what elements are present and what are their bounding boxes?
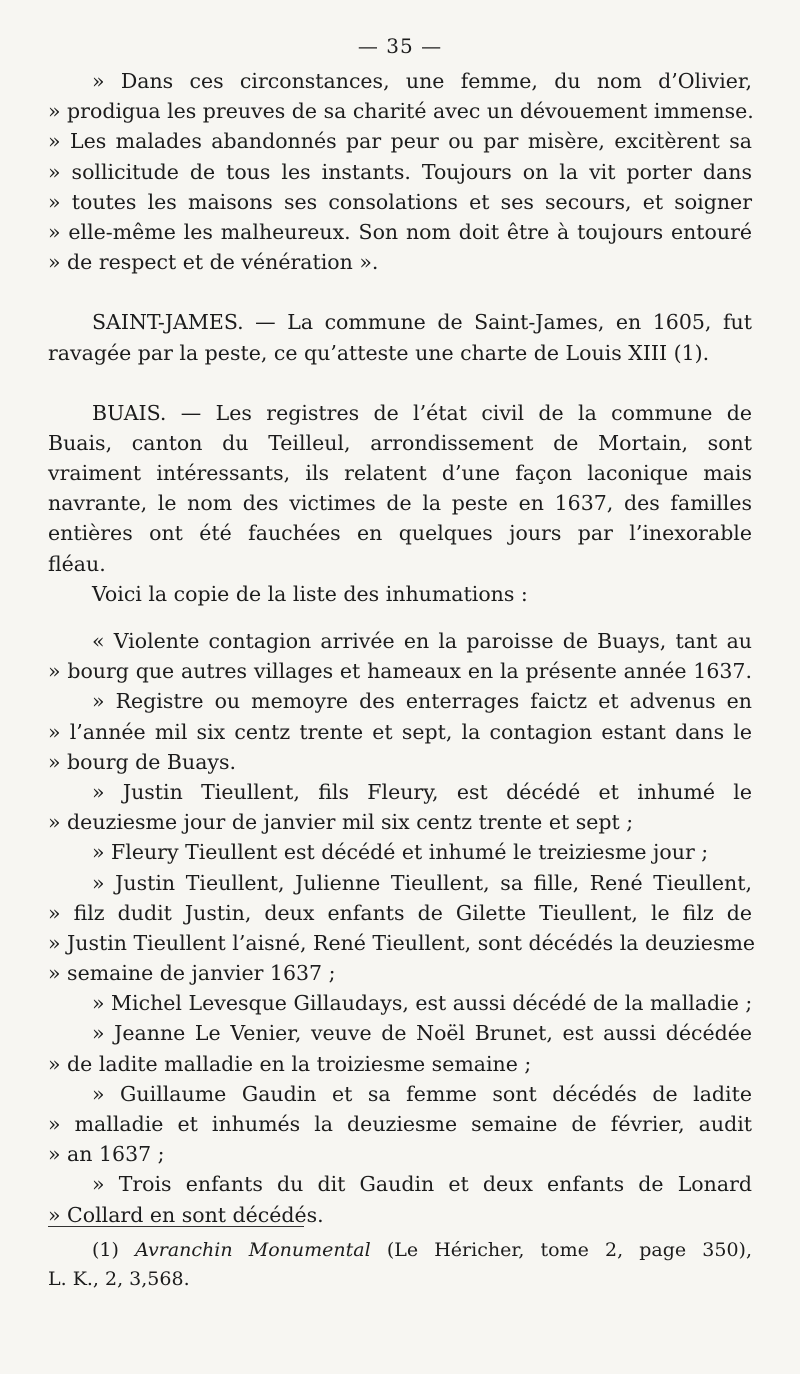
footnote-reference: (Le Héricher, tome 2, page 350), <box>386 1239 753 1261</box>
page-number: — 35 — <box>357 34 443 58</box>
text-line: » bourg de Buays. <box>48 749 237 774</box>
text-line: » elle-même les malheureux. Son nom doit être à toujours entouré <box>48 219 752 244</box>
text-line: » prodigua les preuves de sa charité avec un dévouement immense. <box>48 99 754 124</box>
text-line: Voici la copie de la liste des inhumations : <box>92 581 528 606</box>
footnote-marker: (1) <box>92 1239 119 1261</box>
text-line: » Dans ces circonstances, une femme, du nom d’Olivier, <box>92 69 752 93</box>
text-line: vraiment intéressants, ils relatent d’une façon laconique mais <box>48 461 752 486</box>
text-line: » Collard en sont décédés. <box>48 1202 324 1227</box>
text-line: » bourg que autres villages et hameaux en la présente année 1637. <box>48 659 752 684</box>
text-line: » Les malades abandonnés par peur ou par misère, excitèrent sa <box>48 129 752 154</box>
body-text <box>48 66 756 1230</box>
text-line: » Guillaume Gaudin et sa femme sont décédés de ladite <box>92 1081 752 1106</box>
text-line: » Justin Tieullent, fils Fleury, est décédé et inhumé le <box>92 779 752 804</box>
text-line: » Michel Levesque Gillaudays, est aussi décédé de la malladie ; <box>92 991 753 1016</box>
text-line: navrante, le nom des victimes de la peste en 1637, des familles <box>48 491 752 516</box>
text-line: » Jeanne Le Venier, veuve de Noël Brunet, est aussi décédée <box>92 1021 752 1046</box>
text-line: » Justin Tieullent l’aisné, René Tieullent, sont décédés la deuziesme <box>48 930 756 955</box>
text-line: » Fleury Tieullent est décédé et inhumé le treiziesme jour ; <box>92 840 709 865</box>
text-line: » an 1637 ; <box>48 1142 165 1167</box>
text-line: » semaine de janvier 1637 ; <box>48 961 336 986</box>
text-line: entières ont été fauchées en quelques jours par l’inexorable <box>48 521 752 546</box>
text-line: » Justin Tieullent, Julienne Tieullent, sa fille, René Tieullent, <box>92 870 752 895</box>
text-line: » de ladite malladie en la troiziesme semaine ; <box>48 1051 532 1076</box>
text-line: » de respect et de vénération ». <box>48 250 379 275</box>
text-line: « Violente contagion arrivée en la paroisse de Buays, tant au <box>92 629 752 653</box>
text-line: » filz dudit Justin, deux enfants de Gilette Tieullent, le filz de <box>48 900 752 925</box>
text-line: Buais, canton du Teilleul, arrondissement de Mortain, sont <box>48 430 752 455</box>
text-line: » l’année mil six centz trente et sept, la contagion estant dans le <box>48 719 752 744</box>
text-line: » Trois enfants du dit Gaudin et deux enfants de Lonard <box>92 1172 752 1197</box>
text-line: » sollicitude de tous les instants. Toujours on la vit porter dans <box>48 159 752 184</box>
text-line: BUAIS. — Les registres de l’état civil de la commune de <box>92 400 752 425</box>
text-line: » malladie et inhumés la deuziesme semaine de février, audit <box>48 1112 752 1136</box>
text-line: » toutes les maisons ses consolations et ses secours, et soigner <box>48 189 752 214</box>
footnote-line: L. K., 2, 3,568. <box>48 1268 190 1290</box>
text-line: » Registre ou memoyre des enterrages faictz et advenus en <box>92 689 752 714</box>
footnote-divider <box>48 1226 304 1227</box>
footnote-line <box>48 1236 752 1265</box>
footnote-title: Avranchin Monumental <box>135 1239 371 1261</box>
text-line: SAINT-JAMES. — La commune de Saint-James, en 1605, fut <box>92 310 752 335</box>
footnote <box>48 1236 752 1294</box>
text-line: fléau. <box>48 551 106 576</box>
text-line: » deuziesme jour de janvier mil six centz trente et sept ; <box>48 810 634 835</box>
text-line: ravagée par la peste, ce qu’atteste une charte de Louis XIII (1). <box>48 340 710 365</box>
